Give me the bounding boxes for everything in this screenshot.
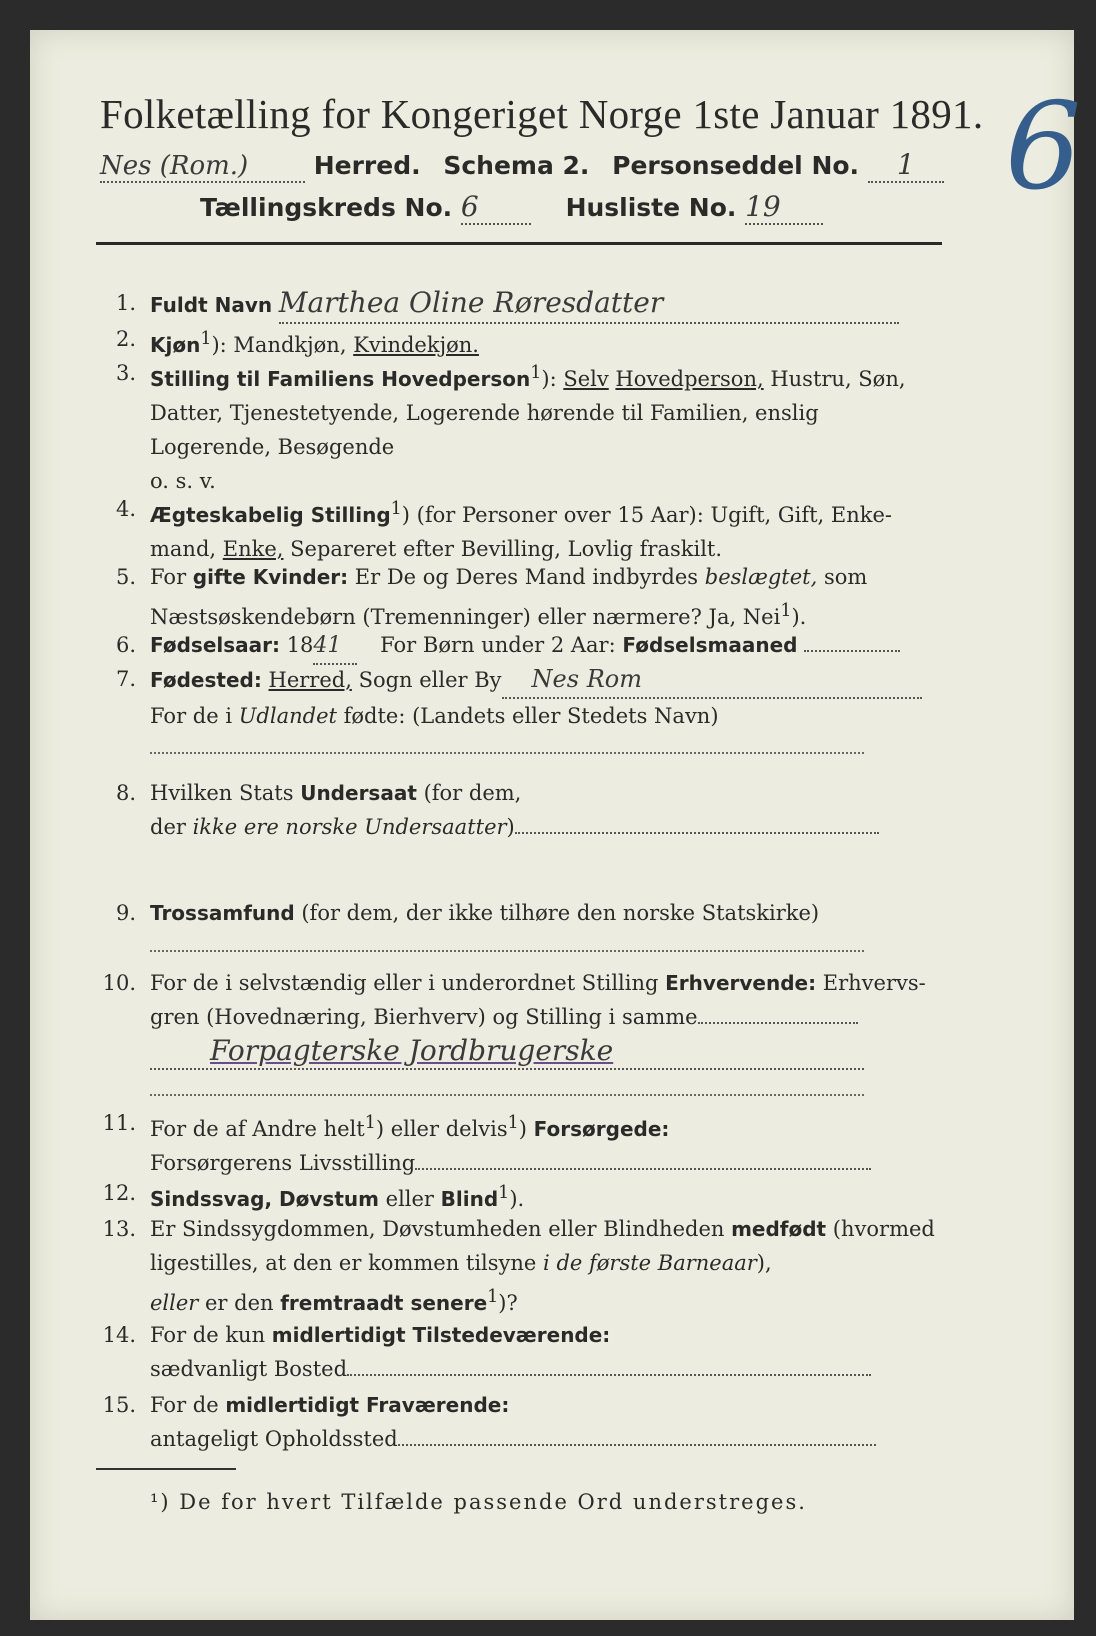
text: ), <box>756 1251 772 1275</box>
occupation-field-2 <box>150 1094 864 1096</box>
text: For Børn under 2 Aar: <box>380 633 623 657</box>
husliste-label: Husliste No. <box>565 193 737 222</box>
religion-label: Trossamfund <box>150 901 295 925</box>
option-hovedperson: Hovedperson, <box>615 367 764 391</box>
temporary-absent-label: midlertidigt Fraværende: <box>225 1393 510 1417</box>
kreds-handwriting: 6 <box>460 190 479 223</box>
text: Udlandet <box>238 704 337 728</box>
family-position-options: Datter, Tjenestetyende, Logerende hørende til Familien, enslig <box>150 401 819 425</box>
item-number: 1. <box>115 291 136 315</box>
text: som <box>817 565 868 589</box>
footnote-marker: 1 <box>507 1113 519 1133</box>
disability-label: Sindssvag, Døvstum <box>150 1187 379 1211</box>
full-name-handwriting: Marthea Oline Røresdatter <box>278 286 664 319</box>
text: ): <box>541 367 564 391</box>
husliste-field <box>745 190 823 225</box>
occupation-field <box>150 1034 864 1070</box>
probable-residence-field <box>398 1444 876 1446</box>
form-title: Folketælling for Kongeriget Norge 1ste Januar 1891. <box>100 91 984 137</box>
marital-selected: Enke, <box>222 537 284 561</box>
birth-year-prefix: 18 <box>286 633 314 657</box>
birth-month-label: Fødselsmaaned <box>622 633 798 657</box>
footnote-marker: 1 <box>390 499 402 519</box>
supported-label: Forsørgede: <box>533 1117 670 1141</box>
footnote-marker: 1 <box>498 1183 510 1203</box>
footnote-marker: 1 <box>200 329 212 349</box>
family-position-options-2: Logerende, Besøgende <box>150 435 395 459</box>
header-divider <box>96 242 942 245</box>
text: ). <box>509 1187 525 1211</box>
text: antageligt Opholdssted <box>150 1427 398 1451</box>
occupation-label: Erhvervende: <box>665 971 817 995</box>
footnote-marker: 1 <box>364 1113 376 1133</box>
religion-field <box>150 950 864 952</box>
text: ligestilles, at den er kommen tilsyne <box>150 1251 544 1275</box>
herred-handwriting: Nes (Rom.) <box>100 151 249 181</box>
item-number: 7. <box>115 667 136 691</box>
marital-status-label: Ægteskabelig Stilling <box>150 503 391 527</box>
gender-options: ): Mandkjøn, <box>211 333 354 357</box>
text: ) eller delvis <box>375 1117 508 1141</box>
text: For de <box>150 1393 226 1417</box>
item-number: 6. <box>115 633 136 657</box>
birth-year-handwriting: 41 <box>313 633 342 658</box>
item-number: 4. <box>115 497 136 521</box>
item-number: 12. <box>102 1181 136 1205</box>
text: Hvilken Stats <box>150 781 301 805</box>
text: (hvormed <box>826 1217 935 1241</box>
text: ikke ere norske Undersaatter <box>192 815 507 839</box>
citizenship-label: Undersaat <box>300 781 417 805</box>
footnote-divider <box>96 1468 236 1470</box>
family-position-label: Stilling til Familiens Hovedperson <box>150 367 531 391</box>
birthplace-label: Fødested: <box>150 668 262 692</box>
item-number: 14. <box>102 1323 136 1347</box>
text: For de i <box>150 704 239 728</box>
birth-year-label: Fødselsaar: <box>150 633 280 657</box>
full-name-label: Fuldt Navn <box>150 293 273 317</box>
kreds-label: Tællingskreds No. <box>200 193 453 222</box>
text: i de første Barneaar <box>543 1251 757 1275</box>
item-number: 15. <box>102 1393 136 1417</box>
text: er den <box>198 1291 281 1315</box>
text: For <box>150 565 193 589</box>
text: Er Sindssygdommen, Døvstumheden eller Blindheden <box>150 1217 732 1241</box>
text: der <box>150 815 193 839</box>
text: For de af Andre helt <box>150 1117 365 1141</box>
married-women-label: gifte Kvinder: <box>192 565 349 589</box>
herred-field <box>100 151 305 183</box>
birthplace-handwriting: Nes Rom <box>531 665 642 693</box>
kreds-field <box>461 190 531 225</box>
temporary-present-label: midlertidigt Tilstedeværende: <box>271 1323 611 1347</box>
birth-year-field <box>313 628 357 665</box>
text: Forsørgerens Livsstilling <box>150 1151 416 1175</box>
text: Sogn eller By <box>351 668 502 692</box>
sheet-number-handwritten: 6 <box>1005 78 1082 217</box>
gender-label: Kjøn <box>150 333 201 357</box>
family-position-etc: o. s. v. <box>150 469 216 493</box>
schema-label: Schema 2. <box>443 151 590 180</box>
citizenship-field <box>515 832 879 834</box>
full-name-field <box>279 286 899 324</box>
text: fødte: (Landets eller Stedets Navn) <box>336 704 719 728</box>
text: Erhvervs- <box>816 971 926 995</box>
text: Hustru, Søn, <box>763 367 906 391</box>
text: beslægtet, <box>704 565 818 589</box>
text: ) <box>518 1117 534 1141</box>
item-number: 9. <box>115 901 136 925</box>
marital-options: ) (for Personer over 15 Aar): Ugift, Gift, Enke- <box>401 503 893 527</box>
item-number: 5. <box>115 565 136 589</box>
husliste-handwriting: 19 <box>745 190 781 223</box>
census-form-sheet <box>30 30 1082 1620</box>
text: eller <box>378 1187 441 1211</box>
item-number: 13. <box>102 1217 136 1241</box>
personseddel-label: Personseddel No. <box>612 151 860 180</box>
option-selv: Selv <box>563 367 609 391</box>
footnote: ¹) De for hvert Tilfælde passende Ord understreges. <box>150 1490 807 1514</box>
item-number: 2. <box>115 327 136 351</box>
text: Er De og Deres Mand indbyrdes <box>348 565 705 589</box>
footnote-marker: 1 <box>780 601 792 621</box>
congenital-label: medfødt <box>731 1217 827 1241</box>
birthplace-field <box>502 662 922 699</box>
footnote-marker: 1 <box>530 363 542 383</box>
text: For de i selvstændig eller i underordnet Stilling <box>150 971 666 995</box>
text: Næstsøskendebørn (Tremenninger) eller nærmere? Ja, Nei <box>150 605 781 629</box>
occupation-leader <box>698 1022 858 1024</box>
text: Separeret efter Bevilling, Lovlig fraskilt. <box>283 537 723 561</box>
text: gren (Hovednæring, Bierhverv) og Stilling i samme <box>150 1005 698 1029</box>
footnote-marker: 1 <box>487 1287 499 1307</box>
personseddel-handwriting: 1 <box>896 148 915 181</box>
usual-residence-field <box>347 1374 871 1376</box>
occupation-handwriting: Forpagterske Jordbrugerske <box>210 1034 614 1067</box>
blind-label: Blind <box>440 1187 499 1211</box>
item-number: 8. <box>115 781 136 805</box>
text: mand, <box>150 537 223 561</box>
supporter-occupation-field <box>415 1168 871 1170</box>
text: ) <box>506 815 515 839</box>
herred-label: Herred. <box>313 151 421 180</box>
later-onset-label: fremtraadt senere <box>280 1291 488 1315</box>
text: eller <box>150 1291 199 1315</box>
birth-month-field <box>804 650 900 652</box>
item-number: 3. <box>115 361 136 385</box>
herred-row <box>100 148 960 188</box>
personseddel-field <box>868 148 944 183</box>
text: sædvanligt Bosted <box>150 1357 348 1381</box>
text: (for dem, der ikke tilhøre den norske Statskirke) <box>294 901 820 925</box>
text: ). <box>791 605 807 629</box>
birthplace-selected: Herred, <box>268 668 352 692</box>
foreign-birthplace-field <box>150 752 864 754</box>
text: For de kun <box>150 1323 272 1347</box>
item-number: 10. <box>102 971 136 995</box>
kreds-row <box>200 190 1060 230</box>
gender-selected: Kvindekjøn. <box>353 333 479 357</box>
text: )? <box>498 1291 518 1315</box>
item-number: 11. <box>102 1111 136 1135</box>
text: (for dem, <box>416 781 522 805</box>
